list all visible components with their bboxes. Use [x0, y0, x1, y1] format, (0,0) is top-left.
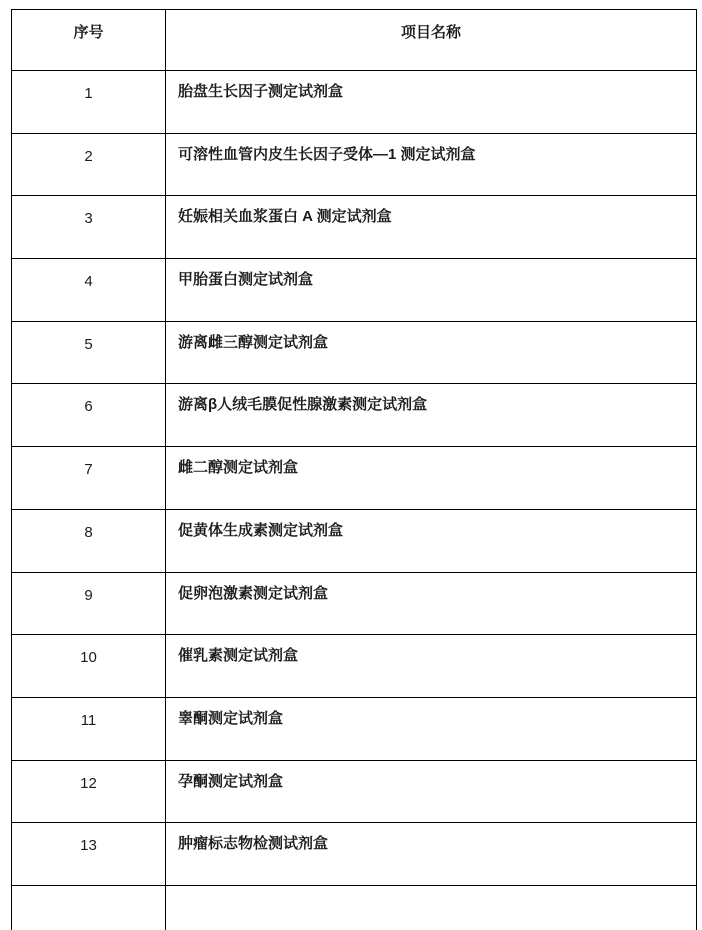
- project-name-cell: 游离雌三醇测定试剂盒: [166, 321, 697, 384]
- table-row: [12, 384, 697, 447]
- project-name-cell: 孕酮测定试剂盒: [166, 760, 697, 823]
- table-row: [12, 760, 697, 823]
- table-row: [12, 697, 697, 760]
- table-row: [12, 509, 697, 572]
- table-row: [12, 635, 697, 698]
- row-number-cell: 10: [12, 635, 166, 698]
- header-cell-index: 序号: [12, 10, 166, 71]
- project-name-cell: 肿瘤标志物检测试剂盒: [166, 823, 697, 886]
- row-number-cell: 2: [12, 133, 166, 196]
- row-number-cell: 13: [12, 823, 166, 886]
- row-number-cell: 9: [12, 572, 166, 635]
- table-row: [12, 572, 697, 635]
- project-name-cell: 促卵泡激素测定试剂盒: [166, 572, 697, 635]
- header-cell-name: 项目名称: [166, 10, 697, 71]
- table-row: [12, 133, 697, 196]
- project-name-cell: 甲胎蛋白测定试剂盒: [166, 259, 697, 322]
- project-name-cell: 睾酮测定试剂盒: [166, 697, 697, 760]
- table-row: [12, 259, 697, 322]
- row-number-cell: 12: [12, 760, 166, 823]
- project-name-cell: [166, 885, 697, 930]
- project-name-cell: 促黄体生成素测定试剂盒: [166, 509, 697, 572]
- project-name-cell: 妊娠相关血浆蛋白 A 测定试剂盒: [166, 196, 697, 259]
- project-name-cell: 雌二醇测定试剂盒: [166, 447, 697, 510]
- table-row: [12, 447, 697, 510]
- row-number-cell: 8: [12, 509, 166, 572]
- row-number-cell: 7: [12, 447, 166, 510]
- row-number-cell: 6: [12, 384, 166, 447]
- table-row: [12, 321, 697, 384]
- row-number-cell: 4: [12, 259, 166, 322]
- project-name-cell: 可溶性血管内皮生长因子受体—1 测定试剂盒: [166, 133, 697, 196]
- project-table: [11, 9, 697, 930]
- row-number-cell: 5: [12, 321, 166, 384]
- row-number-cell: [12, 885, 166, 930]
- row-number-cell: 11: [12, 697, 166, 760]
- table-row: [12, 71, 697, 134]
- row-number-cell: 3: [12, 196, 166, 259]
- table-row-clipped: [12, 885, 697, 930]
- table-row: [12, 823, 697, 886]
- project-name-cell: 催乳素测定试剂盒: [166, 635, 697, 698]
- project-name-cell: 胎盘生长因子测定试剂盒: [166, 71, 697, 134]
- table-row: [12, 196, 697, 259]
- row-number-cell: 1: [12, 71, 166, 134]
- project-name-cell: 游离β人绒毛膜促性腺激素测定试剂盒: [166, 384, 697, 447]
- header-row: [12, 10, 697, 71]
